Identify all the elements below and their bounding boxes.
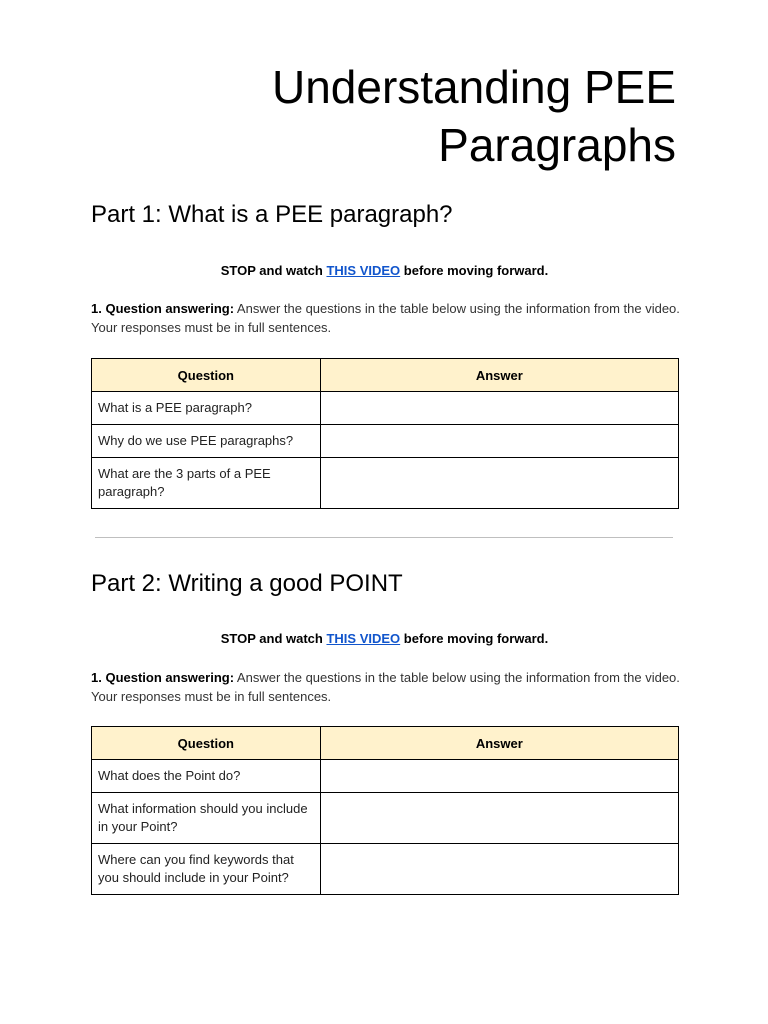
part1-video-link[interactable]: THIS VIDEO: [326, 263, 401, 278]
page-title-line-2: Paragraphs: [438, 119, 676, 171]
part1-instruction: [91, 299, 681, 337]
part2-instruction: [91, 668, 681, 706]
table-header-row: [92, 359, 679, 392]
table-header-row: [92, 727, 679, 760]
answer-cell[interactable]: [320, 844, 678, 895]
answer-cell[interactable]: [320, 425, 678, 458]
question-cell: What does the Point do?: [92, 760, 321, 793]
answer-cell[interactable]: [320, 458, 678, 509]
part2-instruction-label: 1. Question answering:: [91, 670, 235, 685]
part2-question-table: [91, 726, 679, 895]
table-row: [92, 425, 679, 458]
part2-stop-notice: [91, 630, 678, 648]
question-cell: What are the 3 parts of a PEE paragraph?: [92, 458, 321, 509]
answer-cell[interactable]: [320, 392, 678, 425]
part1-stop-text: STOP and watch: [220, 263, 327, 278]
part2-instruction-text: Answer the questions in the table below using the information from the video. Your responses must be in full sentences.: [91, 670, 680, 704]
part1-instruction-label: 1. Question answering:: [91, 301, 235, 316]
table-row: [92, 458, 679, 509]
page-title-line-1: Understanding PEE: [271, 61, 676, 113]
question-cell: What information should you include in your Point?: [92, 793, 321, 844]
part2-stop-text: STOP and watch: [220, 631, 327, 646]
question-cell: What is a PEE paragraph?: [92, 392, 321, 425]
question-column-header: Question: [92, 727, 321, 760]
part2-heading: Part 2: Writing a good POINT: [91, 570, 403, 597]
question-cell: Why do we use PEE paragraphs?: [92, 425, 321, 458]
part2-video-link[interactable]: THIS VIDEO: [326, 631, 401, 646]
question-cell: Where can you find keywords that you should include in your Point?: [92, 844, 321, 895]
answer-column-header: Answer: [320, 359, 678, 392]
part1-heading: Part 1: What is a PEE paragraph?: [91, 201, 453, 228]
part1-stop-text-after: before moving forward.: [400, 263, 549, 278]
page-title: [116, 58, 676, 174]
question-column-header: Question: [92, 359, 321, 392]
table-row: [92, 844, 679, 895]
part1-stop-notice: [91, 262, 678, 280]
part1-question-table: [91, 358, 679, 509]
table-row: [92, 793, 679, 844]
part1-instruction-text: Answer the questions in the table below using the information from the video. Your responses must be in full sentences.: [91, 301, 680, 335]
table-row: [92, 392, 679, 425]
answer-cell[interactable]: [320, 793, 678, 844]
table-row: [92, 760, 679, 793]
answer-column-header: Answer: [320, 727, 678, 760]
part2-stop-text-after: before moving forward.: [400, 631, 549, 646]
answer-cell[interactable]: [320, 760, 678, 793]
section-divider: [95, 537, 673, 538]
